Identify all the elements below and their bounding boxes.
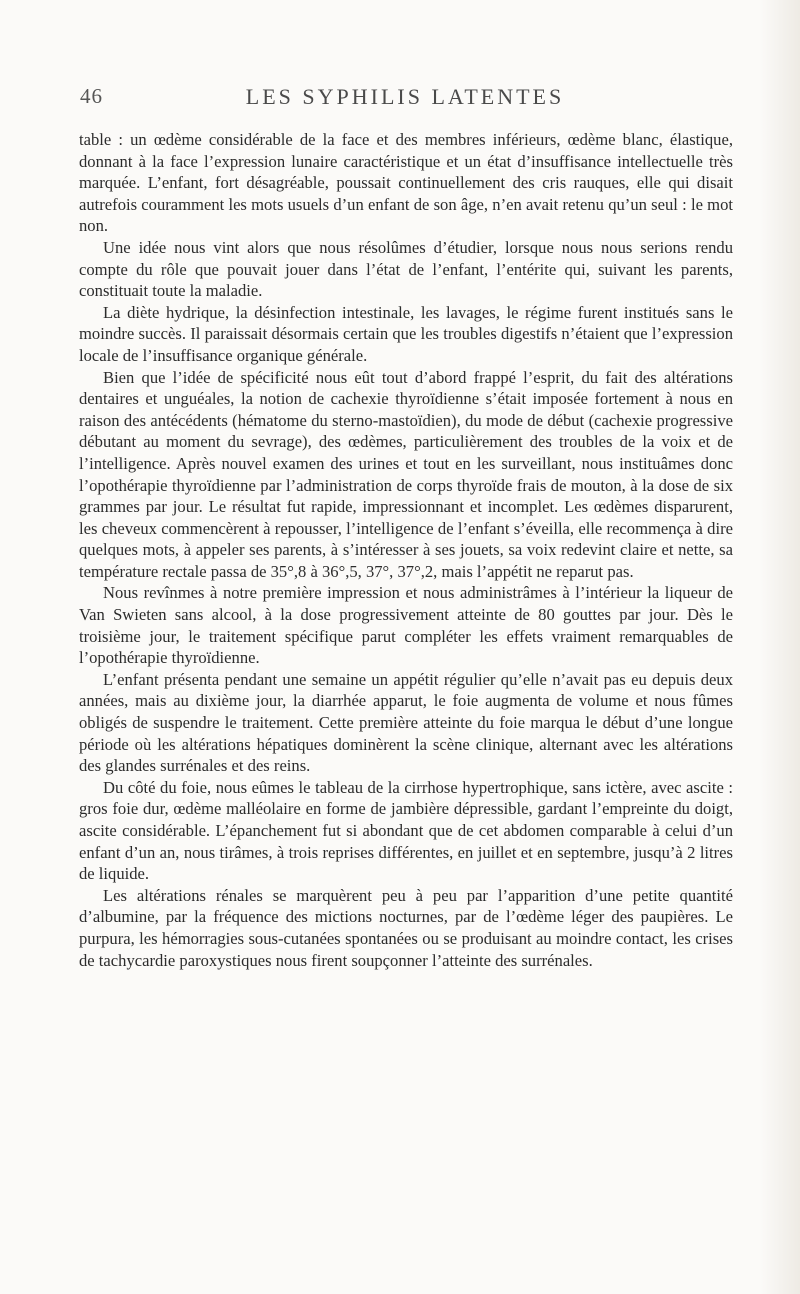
running-title: LES SYPHILIS LATENTES [245, 84, 565, 109]
paragraph: Nous revînmes à notre première impression et nous administrâmes à l’intérieur la liqueur de Van Swieten sans alcool, à la dose progressivement atteinte de 80 gouttes par jour. Dès le troisième jour, le traitement spécifique parut compléter les effets vraiment remarquables de l’opothérapie thyroïdienne. [79, 583, 733, 668]
paragraph: table : un œdème considérable de la face et des membres inférieurs, œdème blanc, élastique, donnant à la face l’expression lunaire caractéristique et un état d’insuffisance intellectuelle très marquée. L’enfant, fort désagréable, poussait continuellement des cris rauques, elle qui disait autrefois couramment les mots usuels d’un enfant de son âge, n’en avait retenu qu’un seul : le mot non. [79, 130, 733, 236]
paragraph: Les altérations rénales se marquèrent peu à peu par l’apparition d’une petite quantité d’albumine, par la fréquence des mictions nocturnes, par de l’œdème léger des paupières. Le purpura, les hémorragies sous-cutanées spontanées ou se produisant au moindre contact, les crises de tachycardie paroxystiques nous firent soupçonner l’atteinte des surrénales. [79, 885, 733, 970]
body-text [79, 129, 733, 971]
page-number: 46 [80, 84, 103, 108]
paragraph: Bien que l’idée de spécificité nous eût tout d’abord frappé l’esprit, du fait des altérations dentaires et unguéales, la notion de cachexie thyroïdienne s’était imposée fortement à nous en raison des antécédents (hématome du sterno-mastoïdien), du mode de début (cachexie progressive débutant au moment du sevrage), des œdèmes, particulièrement des troubles de la voix et de l’intelligence. Après nouvel examen des urines et tout en les surveillant, nous instituâmes donc l’opothérapie thyroïdienne par l’administration de corps thyroïde frais de mouton, à la dose de six grammes par jour. Le résultat fut rapide, impressionnant et incomplet. Les œdèmes disparurent, les cheveux commencèrent à repousser, l’intelligence de l’enfant s’éveilla, elle recommença à dire quelques mots, à appeler ses parents, à s’intéresser à ses jouets, sa voix redevint claire et nette, sa température rectale passa de 35°,8 à 36°,5, 37°, 37°,2, mais l’appétit ne reparut pas. [79, 367, 733, 581]
paragraph: Une idée nous vint alors que nous résolûmes d’étudier, lorsque nous nous serions rendu compte du rôle que pouvait jouer dans l’état de l’enfant, l’entérite qui, suivant les parents, constituait toute la maladie. [79, 237, 733, 301]
page-edge-shadow [760, 0, 800, 1294]
paragraph: Du côté du foie, nous eûmes le tableau de la cirrhose hypertrophique, sans ictère, avec ascite : gros foie dur, œdème malléolaire en forme de jambière dépressible, gardant l’empreinte du doigt, ascite considérable. L’épanchement fut si abondant que de cet abdomen comparable à celui d’un enfant d’un an, nous tirâmes, à trois reprises différentes, en juillet et en septembre, jusqu’à 2 litres de liquide. [79, 777, 733, 884]
page-header [80, 84, 730, 114]
paragraph: La diète hydrique, la désinfection intestinale, les lavages, le régime furent institués sans le moindre succès. Il paraissait désormais certain que les troubles digestifs n’étaient que l’expression locale de l’insuffisance organique générale. [79, 302, 733, 365]
paragraph: L’enfant présenta pendant une semaine un appétit régulier qu’elle n’avait pas eu depuis deux années, mais au dixième jour, la diarrhée apparut, le foie augmenta de volume et nous fûmes obligés de suspendre le traitement. Cette première atteinte du foie marqua le début d’une longue période où les altérations hépatiques dominèrent la scène clinique, alternant avec les altérations des glandes surrénales et des reins. [79, 669, 733, 776]
